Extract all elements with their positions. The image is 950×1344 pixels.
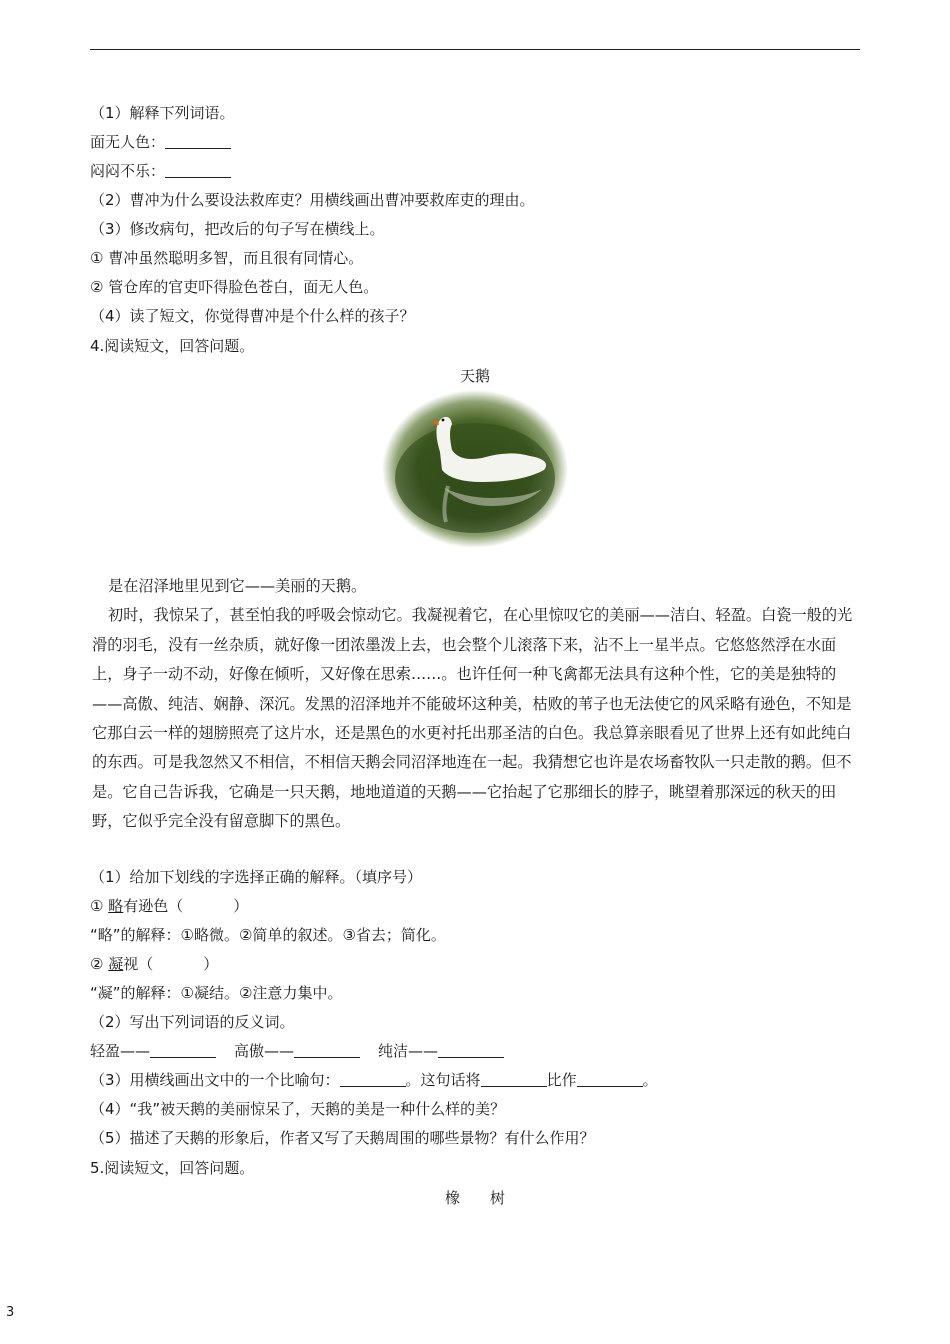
answer-blank[interactable]: [577, 1072, 643, 1087]
q3-word2: 闷闷不乐：: [90, 161, 231, 181]
answer-blank[interactable]: [150, 1043, 216, 1058]
q3-word1: 面无人色：: [90, 132, 231, 152]
answer-blank[interactable]: [294, 1043, 360, 1058]
q5-title: 橡 树: [444, 1189, 505, 1207]
swan-illustration: [382, 390, 568, 548]
q3-sub4: （4）读了短文，你觉得曹冲是个什么样的孩子？: [90, 307, 415, 325]
q3-sub2: （2）曹冲为什么要设法救库吏？用横线画出曹冲要救库吏的理由。: [90, 191, 535, 209]
q4-item1-explanation: “略”的解释：①略微。②简单的叙述。③省去；简化。: [90, 926, 446, 944]
q3-sub1: （1）解释下列词语。: [90, 104, 235, 122]
q4-sub5: （5）描述了天鹅的形象后，作者又写了天鹅周围的哪些景物？有什么作用？: [90, 1129, 595, 1147]
answer-blank[interactable]: [481, 1072, 547, 1087]
answer-blank[interactable]: [165, 134, 231, 149]
q4-title: 天鹅: [459, 367, 490, 385]
q3-sentence2: ② 管仓库的官吏吓得脸色苍白，面无人色。: [90, 278, 379, 296]
q4-item1: ① 略有逊色（ ）: [90, 897, 249, 915]
q3-sub3: （3）修改病句，把改后的句子写在横线上。: [90, 220, 385, 238]
header-rule: [90, 49, 860, 50]
q4-passage: [92, 572, 862, 837]
answer-blank[interactable]: [165, 163, 231, 178]
q5-heading: 5.阅读短文，回答问题。: [90, 1159, 255, 1177]
q4-antonyms: 轻盈—— 高傲—— 纯洁——: [90, 1041, 504, 1061]
answer-blank[interactable]: [340, 1072, 406, 1087]
q4-sub2: （2）写出下列词语的反义词。: [90, 1013, 295, 1031]
answer-blank[interactable]: [438, 1043, 504, 1058]
page-number: 3: [6, 1305, 15, 1320]
q3-sentence1: ① 曹冲虽然聪明多智，而且很有同情心。: [90, 249, 364, 267]
q4-item2-explanation: “凝”的解释：①凝结。②注意力集中。: [90, 984, 343, 1002]
passage-paragraph-1: 是在沼泽地里见到它——美丽的天鹅。: [108, 577, 367, 595]
q4-sub4: （4）“我”被天鹅的美丽惊呆了，天鹅的美是一种什么样的美？: [90, 1100, 506, 1118]
underlined-char: 凝: [108, 955, 124, 973]
passage-paragraph-2: 初时，我惊呆了，甚至怕我的呼吸会惊动它。我凝视着它，在心里惊叹它的美丽——洁白、轻盈。白瓷一般的光滑的羽毛，没有一丝杂质，就好像一团浓墨泼上去，也会整个儿滚落下来，沾不上一星半点。它悠悠然浮在水面上，身子一动不动，好像在倾听，又好像在思索……。也许任何一种飞禽都无法具有这种个性，它的美是独特的——高傲、纯洁、娴静、深沉。发黑的沼泽地并不能破坏这种美，枯败的苇子也无法使它的风采略有逊色，不知是它那白云一样的翅膀照亮了这片水，还是黑色的水更衬托出那圣洁的白色。我总算亲眼看见了世界上还有如此纯白的东西。可是我忽然又不相信，不相信天鹅会同沼泽地连在一起。我猜想它也许是农场畜牧队一只走散的鹅。但不是。它自己告诉我，它确是一只天鹅，地地道道的天鹅——它抬起了它那细长的脖子，眺望着那深远的秋天的田野，它似乎完全没有留意脚下的黑色。: [92, 606, 853, 831]
q4-sub1: （1）给加下划线的字选择正确的解释。（填序号）: [90, 868, 423, 886]
q4-item2: ② 凝视（ ）: [90, 955, 219, 973]
q4-heading: 4.阅读短文，回答问题。: [90, 337, 255, 355]
underlined-char: 略: [108, 897, 124, 915]
q4-sub3: （3）用横线画出文中的一个比喻句： 。这句话将 比作 。: [90, 1071, 658, 1089]
